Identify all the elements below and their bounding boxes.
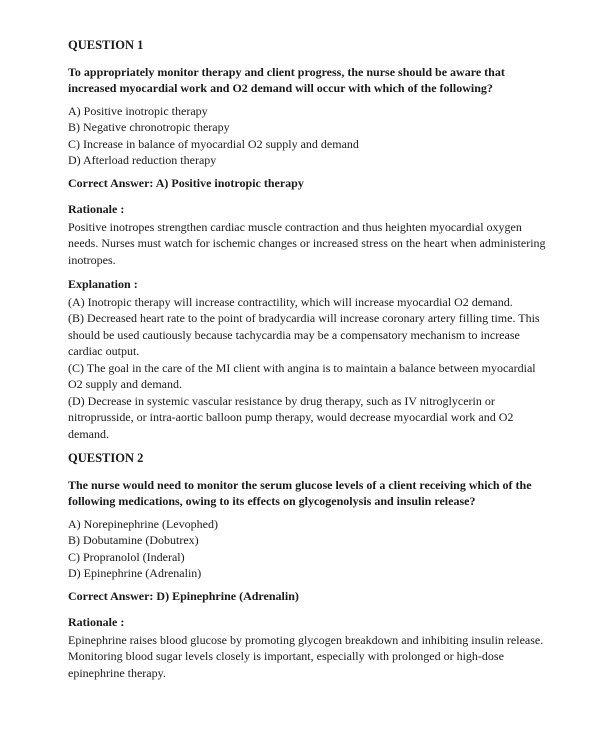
- answer-options: [68, 103, 550, 169]
- question-text: The nurse would need to monitor the serum glucose levels of a client receiving which of the following medications, owing to its effects on glycogenolysis and insulin release?: [68, 477, 532, 508]
- rationale-text: Positive inotropes strengthen cardiac muscle contraction and thus heighten myocardial oxygen needs. Nurses must watch for ischemic changes or increased stress on the heart when administering inotropes.: [68, 219, 546, 267]
- option-c: C) Increase in balance of myocardial O2 supply and demand: [68, 136, 359, 151]
- option-b: B) Negative chronotropic therapy: [68, 120, 230, 134]
- explanation-item-b: (B) Decreased heart rate to the point of bradycardia will increase coronary artery filling time. This should be used cautiously because tachycardia may be a compensatory mechanism to increase cardiac output.: [68, 311, 540, 358]
- option-b: B) Dobutamine (Dobutrex): [68, 533, 199, 547]
- option-c: C) Propranolol (Inderal): [68, 549, 185, 564]
- question-2: [68, 450, 550, 681]
- explanation-list: [68, 294, 550, 443]
- explanation-title: Explanation :: [68, 277, 138, 291]
- correct-answer: Correct Answer: A) Positive inotropic therapy: [68, 175, 304, 190]
- rationale-title: Rationale :: [68, 615, 125, 629]
- question-heading: QUESTION 1: [68, 38, 144, 52]
- explanation-item-d: (D) Decrease in systemic vascular resistance by drug therapy, such as IV nitroglycerin or nitroprusside, or intra-aortic balloon pump therapy, would decrease myocardial work and O2 demand.: [68, 393, 514, 441]
- answer-options: [68, 516, 550, 582]
- question-text: To appropriately monitor therapy and client progress, the nurse should be aware that increased myocardial work and O2 demand will occur with which of the following?: [68, 64, 505, 95]
- option-a: A) Norepinephrine (Levophed): [68, 516, 218, 531]
- option-d: D) Afterload reduction therapy: [68, 153, 217, 167]
- explanation-item-a: (A) Inotropic therapy will increase contractility, which will increase myocardial O2 demand.: [68, 294, 513, 309]
- question-heading: QUESTION 2: [68, 451, 144, 465]
- rationale-text: Epinephrine raises blood glucose by promoting glycogen breakdown and inhibiting insulin release. Monitoring blood sugar levels closely is important, especially with prolonged or high-dose epinephrine therapy.: [68, 632, 544, 680]
- option-a: A) Positive inotropic therapy: [68, 103, 208, 118]
- explanation-item-c: (C) The goal in the care of the MI client with angina is to maintain a balance between myocardial O2 supply and demand.: [68, 360, 536, 391]
- option-d: D) Epinephrine (Adrenalin): [68, 566, 202, 580]
- question-1: [68, 37, 550, 442]
- rationale-title: Rationale :: [68, 202, 125, 216]
- correct-answer: Correct Answer: D) Epinephrine (Adrenalin): [68, 588, 299, 603]
